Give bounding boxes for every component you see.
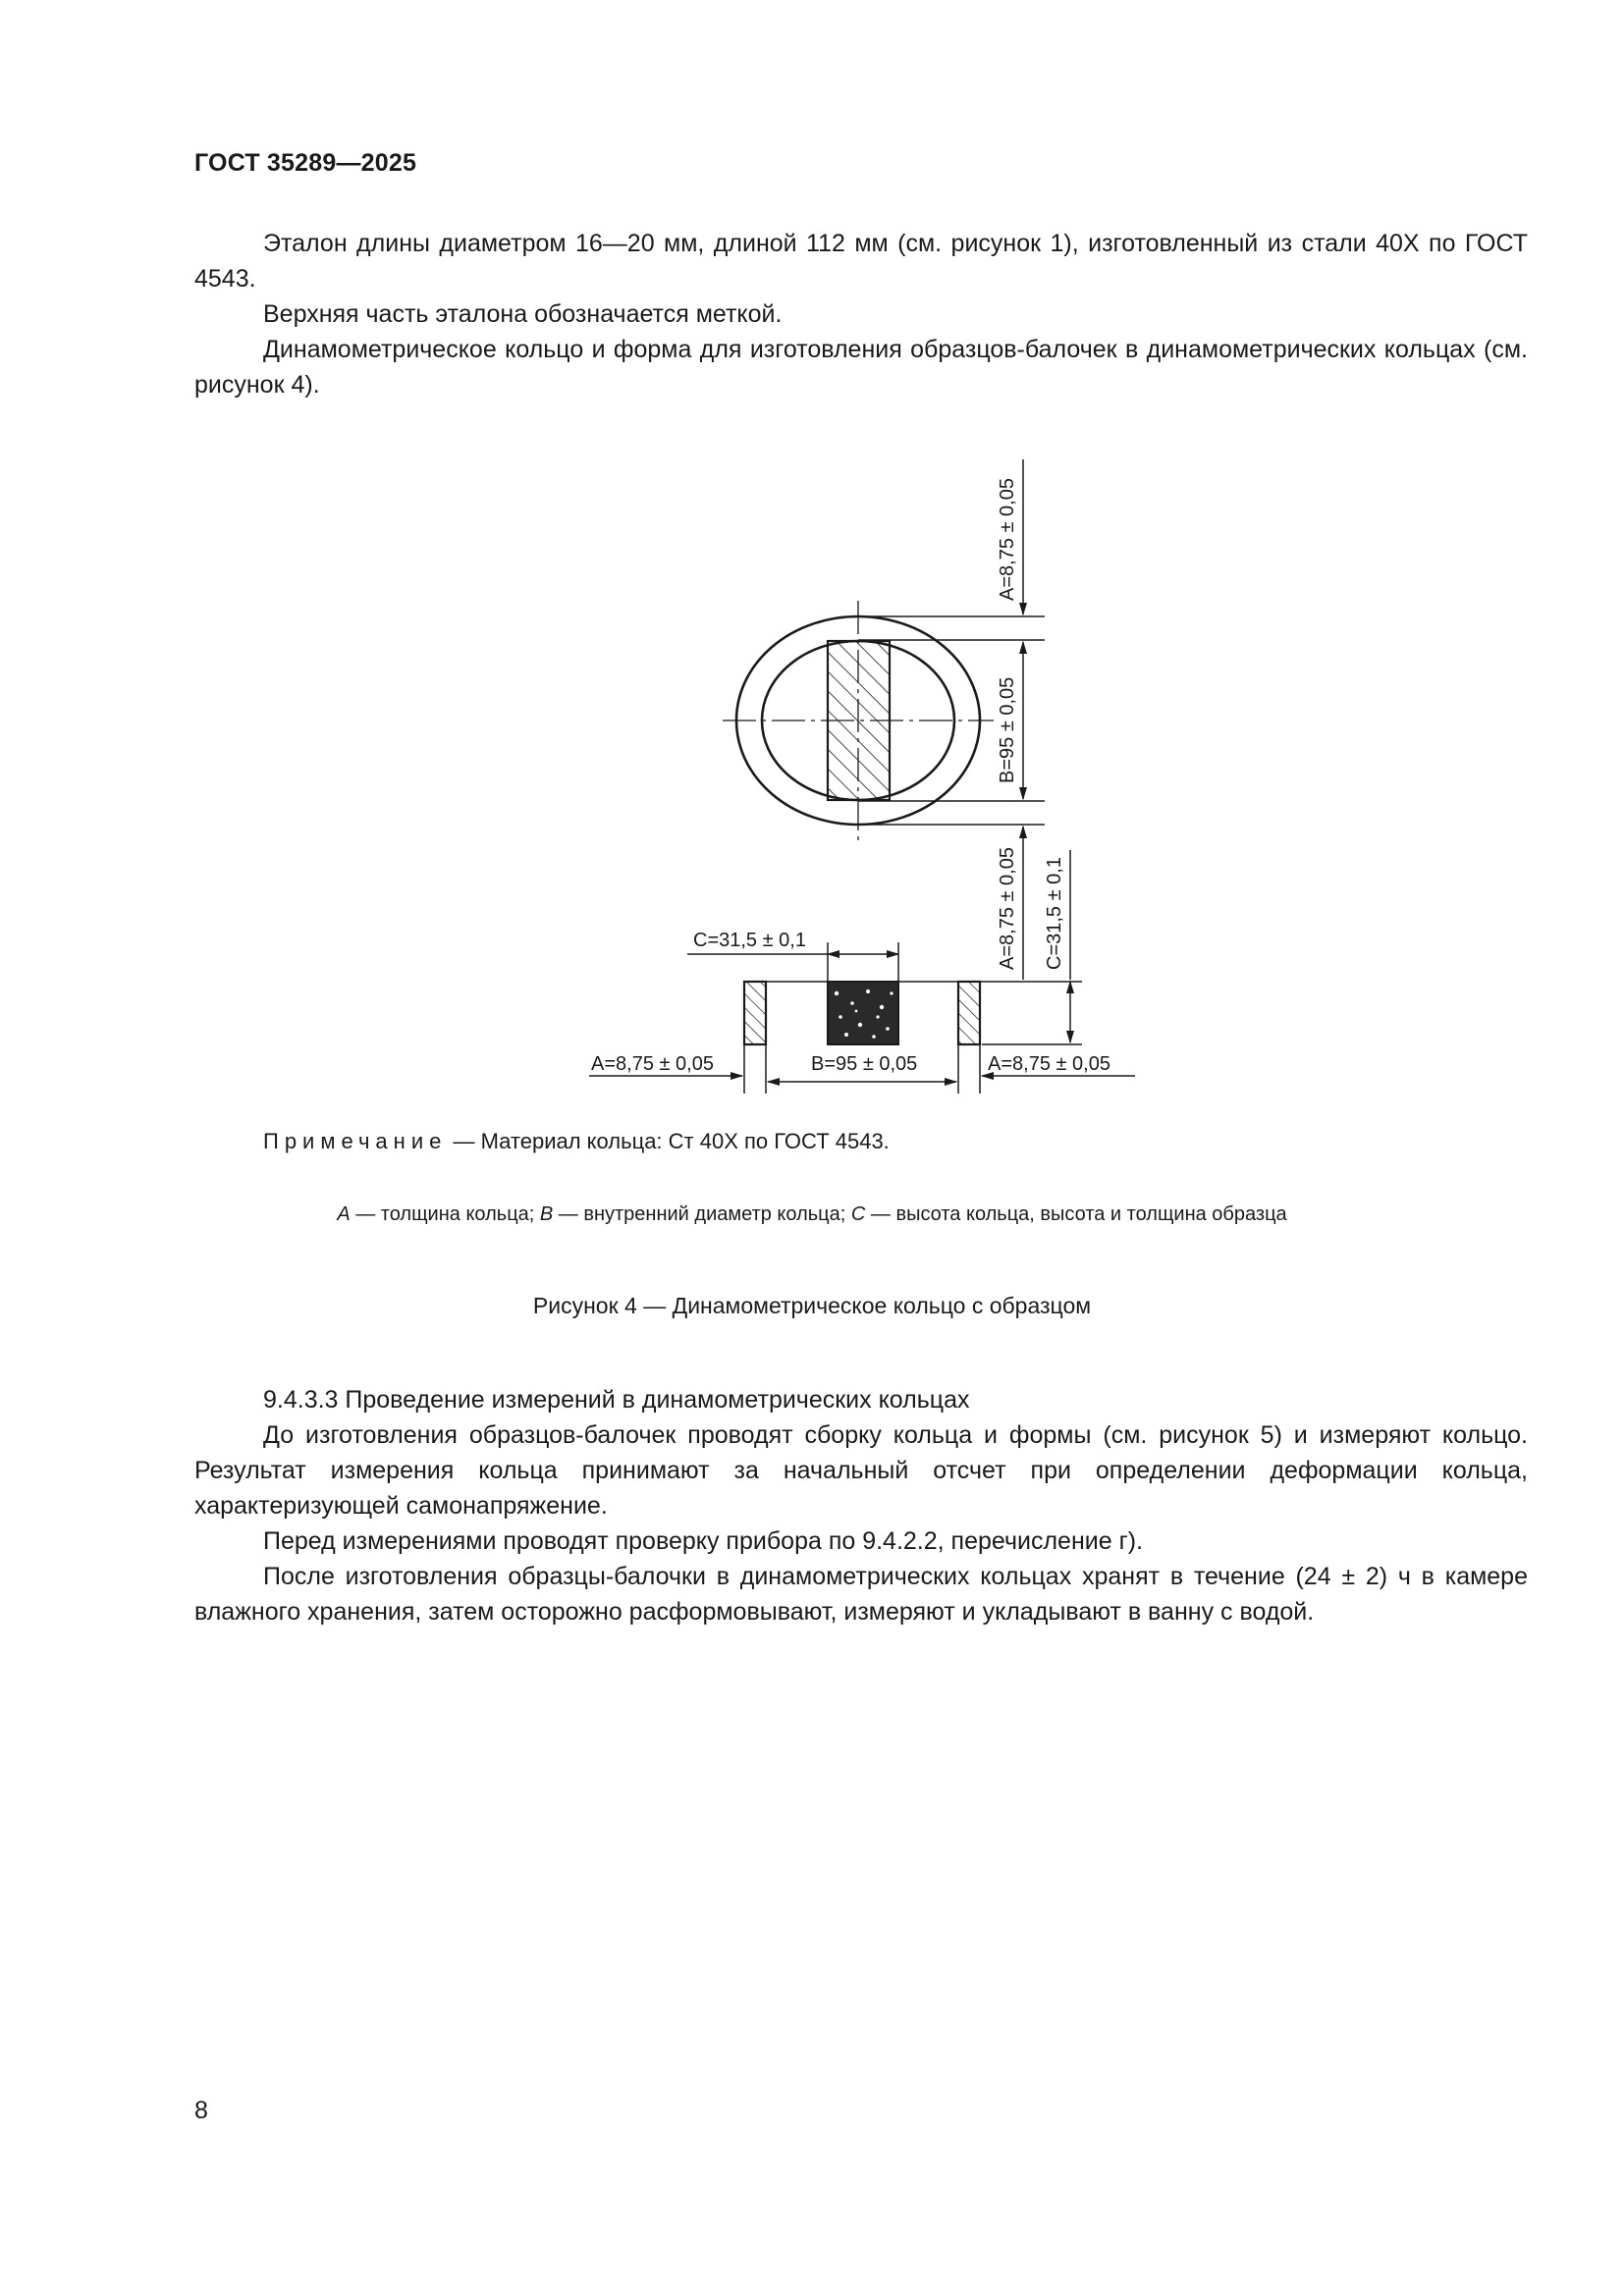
dim-a-top-label: A=8,75 ± 0,05 — [997, 478, 1018, 601]
dim-b-bottom-label: B=95 ± 0,05 — [811, 1053, 918, 1075]
page-number: 8 — [194, 2097, 208, 2124]
paragraph: После изготовления образцы-балочки в динамометрических кольцах хранят в течение (24 ± 2) ч в камере влажного хранения, затем осторожно расформовывают, измеряют и укладывают в ванну с водой. — [194, 1563, 1528, 1626]
figure-note — [263, 1129, 890, 1154]
paragraph: Динамометрическое кольцо и форма для изготовления образцов-балочек в динамометрических кольцах (см. рисунок 4). — [194, 336, 1528, 399]
figure-caption: Рисунок 4 — Динамометрическое кольцо с образцом — [532, 1293, 1092, 1318]
specimen-section — [828, 641, 890, 800]
dim-b-right-label: B=95 ± 0,05 — [997, 676, 1018, 783]
paragraph: Верхняя часть эталона обозначается меткой. — [263, 300, 783, 328]
paragraph: Эталон длины диаметром 16—20 мм, длиной 112 мм (см. рисунок 1), изготовленный из стали 40Х по ГОСТ 4543. — [194, 230, 1528, 293]
vertical-dimension-lines — [1023, 459, 1070, 1042]
paragraph: Перед измерениями проводят проверку прибора по 9.4.2.2, перечисление г). — [263, 1527, 1143, 1555]
intro-text — [194, 226, 1528, 402]
dim-a-left-bottom-label: A=8,75 ± 0,05 — [591, 1053, 714, 1075]
note-text: — Материал кольца: Ст 40Х по ГОСТ 4543. — [447, 1129, 890, 1153]
ring-inner-contour — [762, 641, 954, 800]
legend-b-symbol: B — [539, 1203, 554, 1225]
paragraph: До изготовления образцов-балочек проводят сборку кольца и формы (см. рисунок 5) и измеряют кольцо. Результат измерения кольца принимают за начальный отсчет при определении деформации кольца, характеризующей самонапряжение. — [194, 1421, 1528, 1520]
section-heading: 9.4.3.3 Проведение измерений в динамометрических кольцах — [263, 1386, 970, 1414]
ring-section-view — [744, 982, 1082, 1044]
specimen-mortar — [828, 982, 898, 1044]
ring-wall-right — [958, 982, 980, 1044]
legend-b-text: — внутренний диаметр кольца; — [553, 1203, 851, 1225]
legend-a-symbol: A — [337, 1203, 351, 1225]
note-label: Примечание — [263, 1129, 448, 1153]
bottom-dimensions — [589, 1044, 1135, 1094]
legend-c-text: — высота кольца, высота и толщина образца — [865, 1203, 1287, 1225]
figure-legend — [0, 1203, 1624, 1226]
ring-wall-left — [744, 982, 766, 1044]
document-header: ГОСТ 35289—2025 — [194, 149, 417, 177]
section-text — [194, 1382, 1528, 1629]
dim-c-top-label: C=31,5 ± 0,1 — [693, 930, 806, 951]
legend-a-text: — толщина кольца; — [350, 1203, 540, 1225]
ring-outer-contour — [736, 616, 980, 825]
extension-lines — [858, 616, 1045, 825]
mortar-speckles — [835, 989, 893, 1039]
dim-a-right-bottom-label: A=8,75 ± 0,05 — [988, 1053, 1110, 1075]
legend-c-symbol: C — [850, 1203, 866, 1225]
ring-plan-view — [723, 601, 994, 840]
dim-c-top — [687, 942, 898, 982]
dim-a-right-label: A=8,75 ± 0,05 — [997, 847, 1018, 970]
dim-c-right-label: C=31,5 ± 0,1 — [1044, 857, 1065, 970]
